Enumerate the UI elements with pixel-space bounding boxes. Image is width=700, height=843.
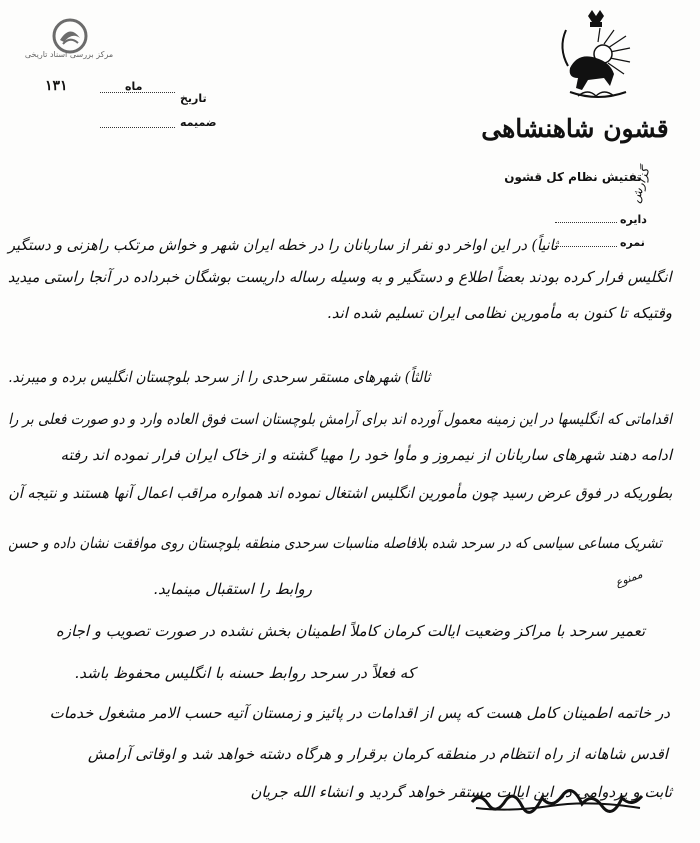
body-line: ثانیاً) در این اواخر دو نفر از ساربانان را در خطه ایران شهر و خواش مرتکب راهزنی و دستگیر <box>8 236 558 254</box>
date-field-line <box>100 92 175 93</box>
lion-and-sun-crest-icon <box>548 8 648 108</box>
body-line: ادامه دهند شهرهای ساربانان از نیمروز و مأوا خود را مهیا گشته و از خاک ایران فرار نموده اند رفته <box>60 446 672 464</box>
date-label: تاریخ <box>180 92 207 105</box>
month-label: ماه <box>125 80 143 93</box>
body-line: ثالثاً) شهرهای مستقر سرحدی را از سرحد بلوچستان انگلیس برده و میبرند. <box>7 368 430 386</box>
archive-logo-icon <box>52 18 88 54</box>
body-line: روابط را استقبال مینماید. <box>153 580 312 598</box>
attachment-field-line <box>100 127 175 128</box>
letterhead-title: قشون شاهنشاهی <box>481 114 669 143</box>
body-line: ثابت و پردوامی در این ایالت مستقر خواهد گردید و انشاء الله جریان <box>250 783 672 801</box>
body-line: که فعلاً در سرحد روابط حسنه با انگلیس محفوظ باشد. <box>74 664 415 682</box>
body-line: اقداماتی که انگلیسها در این زمینه معمول آورده اند برای آرامش بلوچستان است فوق العاده وارد و دو صورت فعلی بر را <box>8 410 672 428</box>
number-field-line <box>555 246 617 247</box>
body-line: تشریک مساعی سیاسی که در سرحد شده بلافاصله مناسبات سرحدی منطقه بلوچستان روی موافقت نشان داده و حسن <box>8 534 662 552</box>
department-field-line <box>555 222 617 223</box>
signature-scribble <box>470 788 645 814</box>
body-line: تعمیر سرحد با مراکز وضعیت ایالت کرمان کاملاً اطمینان بخش نشده در صورت تصویب و اجازه <box>55 622 645 640</box>
body-line: وقتیکه تا کنون به مأمورین نظامی ایران تسلیم شده اند. <box>326 304 672 322</box>
number-label: نمره <box>620 236 645 249</box>
department-label: دایره <box>620 213 647 226</box>
watermark-text: مرکز بررسی اسناد تاریخی <box>24 50 114 59</box>
body-line: اقدس شاهانه از راه انتظام در منطقه کرمان برقرار و هرگاه دشته خواهد شد و اوقاتی آرامش <box>87 745 668 763</box>
year-value: ۱۳۱ <box>45 78 68 94</box>
body-line: بطوریکه در فوق عرض رسید چون مأمورین انگلیس اشتغال نموده اند همواره مراقب اعمال آنها هستند و نتیجه آن <box>8 484 672 502</box>
letterhead-subtitle: تفتیش نظام کل قشون <box>504 170 642 184</box>
attachment-label: ضمیمه <box>180 116 217 129</box>
edge-note: ممنوع <box>613 567 645 590</box>
margin-note: گزارش <box>628 165 653 205</box>
body-line: انگلیس فرار کرده بودند بعضاً اطلاع و دستگیر و به وسیله رساله داریست بوشگان خبرداده در آنجا راستی میدید <box>8 268 672 286</box>
body-line: در خاتمه اطمینان کامل هست که پس از اقدامات در پائیز و زمستان آتیه حسب الامر مشغول خدمات <box>49 704 670 722</box>
